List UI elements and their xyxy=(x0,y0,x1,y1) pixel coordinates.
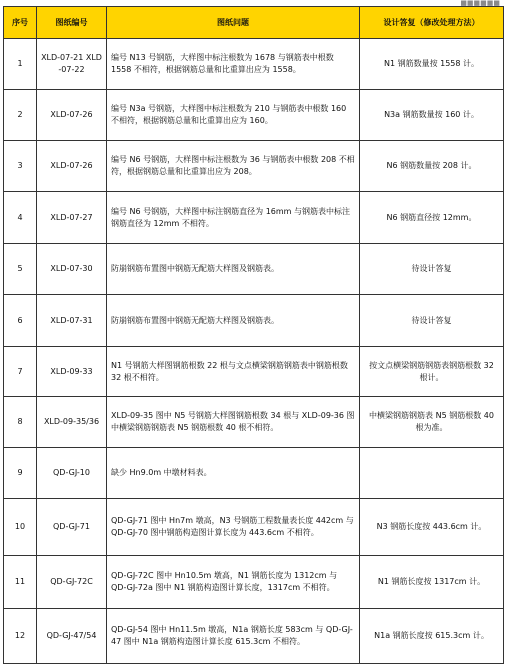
row-number: 5 xyxy=(4,244,37,295)
table-row xyxy=(4,90,504,141)
reply-text: 按文点横梁钢筋钢筋表钢筋根数 32 根计。 xyxy=(360,347,504,397)
reply-text: N1 钢筋数量按 1558 计。 xyxy=(360,39,504,90)
drawing-code: XLD-07-31 xyxy=(37,295,107,347)
table-row xyxy=(4,609,504,664)
issue-text: 编号 N3a 号钢筋，大样图中标注根数为 210 与钢筋表中根数 160 不相符，根据钢筋总量和比重算出应为 160。 xyxy=(107,90,360,141)
drawing-code: XLD-09-35/36 xyxy=(37,397,107,448)
table-row xyxy=(4,397,504,448)
issue-text: 编号 N6 号钢筋，大样图中标注根数为 36 与钢筋表中根数 208 不相符，根据钢筋总量和比重算出应为 208。 xyxy=(107,141,360,192)
header-code: 图纸编号 xyxy=(37,7,107,39)
reply-text: 待设计答复 xyxy=(360,295,504,347)
row-number: 12 xyxy=(4,609,37,664)
reply-text: 待设计答复 xyxy=(360,244,504,295)
reply-text: N3a 钢筋数量按 160 计。 xyxy=(360,90,504,141)
drawing-code: XLD-07-30 xyxy=(37,244,107,295)
issue-text: 缺少 Hn9.0m 中墩材料表。 xyxy=(107,448,360,499)
table-row xyxy=(4,141,504,192)
row-number: 10 xyxy=(4,499,37,556)
table-row xyxy=(4,244,504,295)
header-no: 序号 xyxy=(4,7,37,39)
issue-text: 防崩钢筋布置图中钢筋无配筋大样图及钢筋表。 xyxy=(107,295,360,347)
drawing-code: XLD-07-26 xyxy=(37,141,107,192)
reply-text: N3 钢筋长度按 443.6cm 计。 xyxy=(360,499,504,556)
row-number: 7 xyxy=(4,347,37,397)
drawing-code: XLD-09-33 xyxy=(37,347,107,397)
drawing-code: QD-GJ-10 xyxy=(37,448,107,499)
corner-header-text: ■■■■■■ xyxy=(460,0,500,6)
reply-text: N6 钢筋直径按 12mm。 xyxy=(360,192,504,244)
row-number: 1 xyxy=(4,39,37,90)
reply-text: N6 钢筋数量按 208 计。 xyxy=(360,141,504,192)
issue-text: QD-GJ-72C 图中 Hn10.5m 墩高，N1 钢筋长度为 1312cm 与 QD-GJ-72a 图中 N1 钢筋构造图计算长度，1317cm 不相符。 xyxy=(107,556,360,609)
header-row xyxy=(4,7,504,39)
reply-text: N1a 钢筋长度按 615.3cm 计。 xyxy=(360,609,504,664)
table-row xyxy=(4,556,504,609)
issue-text: 编号 N13 号钢筋，大样图中标注根数为 1678 与钢筋表中根数 1558 不相符，根据钢筋总量和比重算出应为 1558。 xyxy=(107,39,360,90)
row-number: 2 xyxy=(4,90,37,141)
reply-text: 中横梁钢筋钢筋表 N5 钢筋根数 40 根为准。 xyxy=(360,397,504,448)
drawing-code: XLD-07-27 xyxy=(37,192,107,244)
drawing-code: XLD-07-21 XLD-07-22 xyxy=(37,39,107,90)
issue-text: 编号 N6 号钢筋，大样图中标注钢筋直径为 16mm 与钢筋表中标注钢筋直径为 12mm 不相符。 xyxy=(107,192,360,244)
drawing-code: XLD-07-26 xyxy=(37,90,107,141)
row-number: 9 xyxy=(4,448,37,499)
row-number: 8 xyxy=(4,397,37,448)
issue-text: QD-GJ-54 图中 Hn11.5m 墩高，N1a 钢筋长度 583cm 与 QD-GJ-47 图中 N1a 钢筋构造图计算长度 615.3cm 不相符。 xyxy=(107,609,360,664)
issue-text: 防崩钢筋布置图中钢筋无配筋大样图及钢筋表。 xyxy=(107,244,360,295)
row-number: 11 xyxy=(4,556,37,609)
drawing-code: QD-GJ-71 xyxy=(37,499,107,556)
table-row xyxy=(4,499,504,556)
table-row xyxy=(4,192,504,244)
issue-text: QD-GJ-71 图中 Hn7m 墩高，N3 号钢筋工程数量表长度 442cm 与 QD-GJ-70 图中钢筋构造图计算长度为 443.6cm 不相符。 xyxy=(107,499,360,556)
row-number: 3 xyxy=(4,141,37,192)
table-row xyxy=(4,39,504,90)
header-reply: 设计答复（修改处理方法） xyxy=(360,7,504,39)
drawing-code: QD-GJ-47/54 xyxy=(37,609,107,664)
drawing-code: QD-GJ-72C xyxy=(37,556,107,609)
row-number: 4 xyxy=(4,192,37,244)
table-row xyxy=(4,295,504,347)
reply-text: N1 钢筋长度按 1317cm 计。 xyxy=(360,556,504,609)
issue-text: N1 号钢筋大样图钢筋根数 22 根与文点横梁钢筋钢筋表中钢筋根数 32 根不相符。 xyxy=(107,347,360,397)
header-issue: 图纸问题 xyxy=(107,7,360,39)
reply-text xyxy=(360,448,504,499)
table-row xyxy=(4,448,504,499)
issue-text: XLD-09-35 图中 N5 号钢筋大样图钢筋根数 34 根与 XLD-09-36 图中横梁钢筋钢筋表 N5 钢筋根数 40 根不相符。 xyxy=(107,397,360,448)
table-row xyxy=(4,347,504,397)
issue-table xyxy=(3,6,504,664)
row-number: 6 xyxy=(4,295,37,347)
